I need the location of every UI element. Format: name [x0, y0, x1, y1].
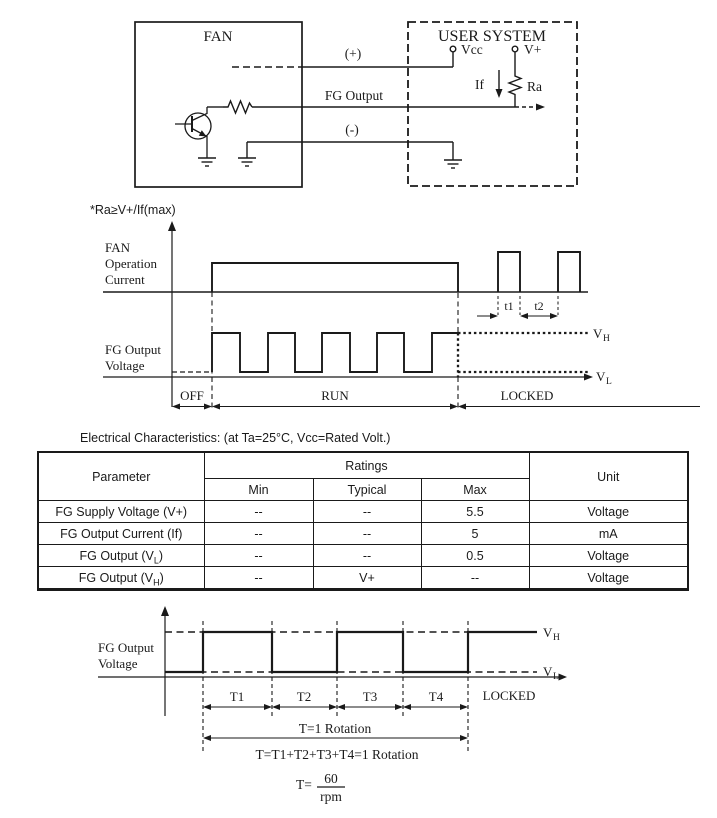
- table-row: [38, 501, 688, 523]
- table-row: [38, 545, 688, 567]
- col-header-parameter: Parameter: [38, 452, 204, 501]
- max-cell: 0.5: [421, 545, 529, 567]
- table-row: [38, 567, 688, 590]
- parameter-cell: FG Output $(V_H)$: [38, 567, 204, 590]
- min-cell: --: [204, 545, 313, 567]
- if-label: If: [475, 77, 484, 92]
- locked-level-dotted: [458, 333, 588, 377]
- period-formula-lhs: T=: [296, 777, 312, 792]
- t1-label: t1: [504, 299, 514, 313]
- fan-current-locked-pulse: [498, 252, 520, 292]
- phase-locked-label: LOCKED: [500, 388, 554, 403]
- fg-rotation-waveform: [165, 632, 537, 672]
- period-t3-label: T3: [362, 689, 378, 704]
- vl-level-sub: L: [553, 672, 559, 682]
- vcc-label: Vcc: [461, 42, 483, 57]
- typical-cell: --: [313, 523, 421, 545]
- min-cell: --: [204, 501, 313, 523]
- unit-cell: mA: [529, 523, 688, 545]
- unit-cell: Voltage: [529, 545, 688, 567]
- typical-cell: --: [313, 501, 421, 523]
- phase-run-label: RUN: [321, 388, 349, 403]
- parameter-cell: FG Supply Voltage (V+): [38, 501, 204, 523]
- fan-current-label: FAN: [105, 240, 131, 255]
- vh-level-label: V: [593, 326, 603, 341]
- vcc-terminal: [450, 46, 456, 52]
- min-cell: --: [204, 523, 313, 545]
- vplus-label: V+: [524, 42, 542, 57]
- fan-current-label: Current: [105, 272, 145, 287]
- vh-level-sub: H: [553, 633, 560, 643]
- vl-level-label: V: [543, 664, 553, 679]
- fg-resistor-icon: [223, 101, 252, 113]
- unit-cell: Voltage: [529, 567, 688, 590]
- electrical-characteristics-table: [37, 451, 689, 591]
- user-system-box: [408, 22, 577, 186]
- ra-label: Ra: [527, 79, 542, 94]
- unit-cell: Voltage: [529, 501, 688, 523]
- fan-circuit-diagram: [135, 22, 577, 187]
- ground-icon: [444, 160, 462, 168]
- vl-level-sub: L: [606, 377, 612, 387]
- max-cell: 5: [421, 523, 529, 545]
- table-row: [38, 523, 688, 545]
- col-header-min: Min: [204, 479, 313, 501]
- parameter-cell: FG Output Current (If): [38, 523, 204, 545]
- vplus-terminal: [512, 46, 518, 52]
- col-header-ratings: Ratings: [204, 452, 529, 479]
- col-header-max: Max: [421, 479, 529, 501]
- t2-label: t2: [534, 299, 544, 313]
- vh-level-sub: H: [603, 334, 610, 344]
- transistor-icon: [175, 107, 211, 158]
- rotation-span-label: T=1 Rotation: [298, 721, 372, 736]
- max-cell: 5.5: [421, 501, 529, 523]
- vl-level-label: V: [596, 369, 606, 384]
- phase-off-label: OFF: [180, 388, 204, 403]
- period-formula-numerator: 60: [324, 771, 338, 786]
- fg-voltage-label: FG Output: [98, 640, 154, 655]
- col-header-typical: Typical: [313, 479, 421, 501]
- ra-note: *Ra≥V+/If(max): [90, 203, 176, 217]
- col-header-unit: Unit: [529, 452, 688, 501]
- period-formula-denominator: rpm: [320, 789, 342, 804]
- typical-cell: V+: [313, 567, 421, 590]
- fg-output-label: FG Output: [324, 88, 384, 103]
- ground-icon: [198, 158, 216, 166]
- period-t4-label: T4: [428, 689, 444, 704]
- fan-current-locked-pulse: [558, 252, 580, 292]
- minus-label: (-): [345, 122, 359, 137]
- plus-label: (+): [344, 46, 362, 61]
- min-cell: --: [204, 567, 313, 590]
- fg-voltage-label: FG Output: [105, 342, 161, 357]
- period-t1-label: T1: [229, 689, 245, 704]
- user-system-label: USER SYSTEM: [437, 28, 547, 45]
- fan-current-label: Operation: [105, 256, 157, 271]
- typical-cell: --: [313, 545, 421, 567]
- fan-box-label: FAN: [203, 29, 233, 45]
- ra-resistor-icon: [509, 74, 521, 98]
- fan-current-waveform: [212, 263, 458, 292]
- table-title: Electrical Characteristics: (at Ta=25°C, Vcc=Rated Volt.): [80, 431, 391, 445]
- fg-voltage-label: Voltage: [98, 656, 138, 671]
- ground-icon: [238, 142, 256, 166]
- period-t2-label: T2: [296, 689, 312, 704]
- vh-level-label: V: [543, 625, 553, 640]
- fan-box: [135, 22, 302, 187]
- rotation-timing-diagram: [98, 606, 567, 804]
- fg-voltage-waveform: [212, 333, 458, 372]
- fg-voltage-label: Voltage: [105, 358, 145, 373]
- fg-wire-arrowhead: [536, 104, 545, 111]
- parameter-cell: FG Output $(V_L)$: [38, 545, 204, 567]
- locked-label: LOCKED: [482, 688, 536, 703]
- max-cell: --: [421, 567, 529, 590]
- rotation-equation: T=T1+T2+T3+T4=1 Rotation: [255, 747, 419, 762]
- run-locked-timing-diagram: [103, 221, 700, 411]
